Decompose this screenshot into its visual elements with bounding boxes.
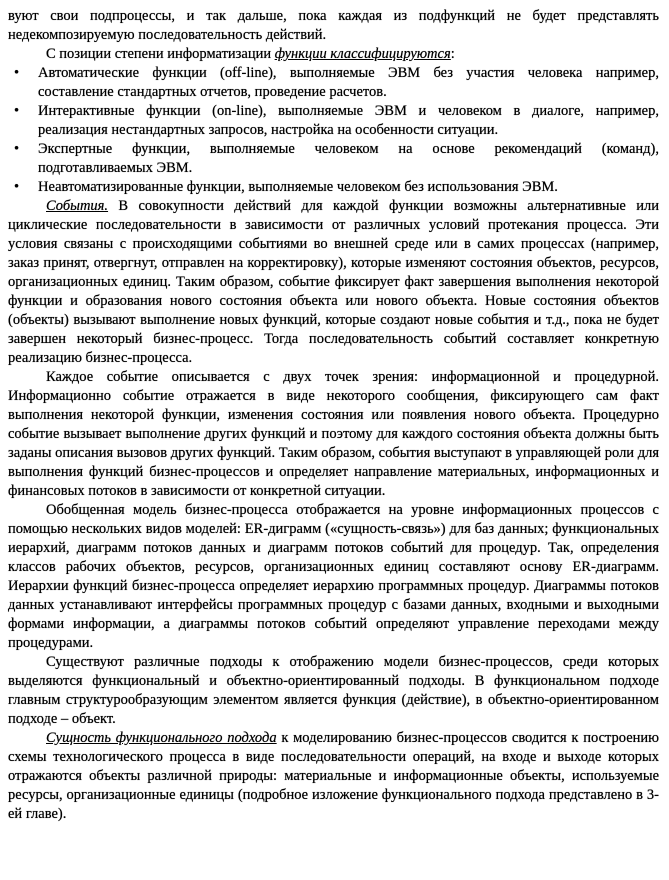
paragraph <box>8 653 659 729</box>
text-segment: Существуют различные подходы к отображению модели бизнес-процессов, среди которых выделяются функциональный и объектно-ориентированный подходы. В функциональном подходе главным структурообразующим элементом является функция (действие), в объектно-ориентированном подходе – объект. <box>8 654 659 727</box>
text-segment: Обобщенная модель бизнес-процесса отображается на уровне информационных процессов с помощью нескольких видов моделей: ER-диграмм («сущность-связь») для баз данных; функциональных иерархий, диаграмм потоков данных и диаграмм потоков событий для процедур. Так, определения классов рабочих объектов, ресурсов, организационных единиц составляют основу ER-диаграмм. Иерархии функций бизнес-процесса определяет иерархию программных процедур. Диаграммы потоков данных устанавливают интерфейсы программных процедур с базами данных, входными и выходными формами информации, а диаграммы потоков событий определяют управление переходами между процедурами. <box>8 502 659 651</box>
paragraph <box>8 7 659 45</box>
paragraph <box>8 368 659 501</box>
text-segment: вуют свои подпроцессы, и так дальше, пока каждая из подфункций не будет представлять недекомпозируемую последовательность действий. <box>8 8 659 43</box>
text-segment: Неавтоматизированные функции, выполняемые человеком без использования ЭВМ. <box>38 179 558 195</box>
bullet-item <box>8 178 659 197</box>
text-segment: Каждое событие описывается с двух точек зрения: информационной и процедурной. Информационно событие отражается в виде некоторого сообщения, фиксирующего сам факт выполнения некоторой функции, изменения состояния или появления нового объекта. Процедурно событие вызывает выполнение других функций и поэтому для каждого состояния объекта должны быть заданы описания вызовов других функций. Таким образом, события выступают в управляющей роли для выполнения функций бизнес-процессов и определяет направление материальных, информационных и финансовых потоков в зависимости от конкретной ситуации. <box>8 369 659 499</box>
text-segment: В совокупности действий для каждой функции возможны альтернативные или циклические последовательности в зависимости от различных условий протекания процесса. Эти условия связаны с происходящими событиями во внешней среде или в самих процессах (например, заказ принят, отвергнут, отправлен на корректировку), которые изменяют состояния объектов, ресурсов, организационных единиц. Таким образом, событие фиксирует факт завершения выполнения некоторой функции и образования нового состояния объекта или нового объекта. Новые состояния объектов (объекты) вызывают выполнение новых функций, которые создают новые события и т.д., пока не будет завершен некоторый бизнес-процесс. Тогда последовательность событий составляет конкретную реализацию бизнес-процесса. <box>8 198 659 366</box>
paragraph <box>8 729 659 824</box>
paragraph <box>8 501 659 653</box>
text-segment: Автоматические функции (off-line), выполняемые ЭВМ без участия человека например, составление стандартных отчетов, проведение расчетов. <box>38 65 659 100</box>
bullet-item <box>8 140 659 178</box>
paragraph <box>8 45 659 64</box>
emphasized-term: Сущность функционального подхода <box>46 730 277 746</box>
text-segment: Интерактивные функции (on-line), выполняемые ЭВМ и человеком в диалоге, например, реализация нестандартных запросов, настройка на особенности ситуации. <box>38 103 659 138</box>
emphasized-term: События. <box>46 198 109 214</box>
bullet-icon: • <box>14 179 20 195</box>
document-body <box>8 7 659 824</box>
text-segment: к моделированию бизнес-процессов сводится к построению схемы технологического процесса в виде последовательности операций, на входе и выходе которых отражаются объекты различной природы: материальные и информационные объекты, используемые ресурсы, организационные единицы (подробное изложение функционального подхода представлено в 3-ей главе). <box>8 730 659 822</box>
text-segment: : <box>450 46 455 62</box>
emphasized-term: функции классифицируются <box>274 46 451 62</box>
text-segment: Экспертные функции, выполняемые человеком на основе рекомендаций (команд), подготавливаемых ЭВМ. <box>38 141 659 176</box>
bullet-icon: • <box>14 65 20 81</box>
text-segment: С позиции степени информатизации <box>46 46 275 62</box>
paragraph <box>8 197 659 368</box>
bullet-icon: • <box>14 141 20 157</box>
bullet-icon: • <box>14 103 20 119</box>
bullet-item <box>8 64 659 102</box>
bullet-item <box>8 102 659 140</box>
